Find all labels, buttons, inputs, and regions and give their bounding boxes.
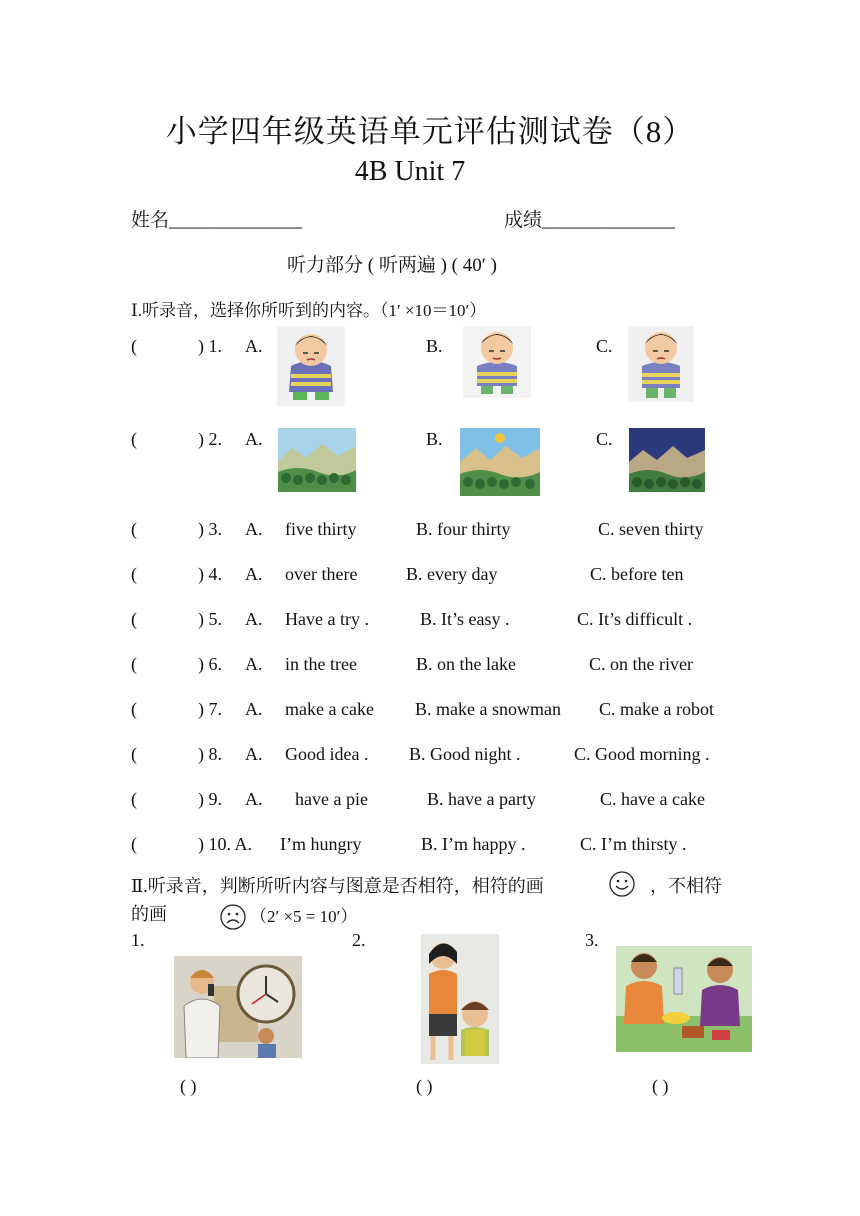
section2-score: （2′ ×5 = 10′） — [250, 907, 358, 926]
man-phone-clock-picture — [174, 956, 302, 1058]
boy-shivering-picture — [277, 326, 345, 406]
answer-bracket[interactable]: ( — [131, 336, 137, 356]
option-c-text: C. It’s difficult . — [577, 609, 693, 629]
item-number: 1. — [131, 930, 145, 950]
option-a-text: in the tree — [285, 654, 357, 674]
answer-blank[interactable]: ( ) — [180, 1076, 197, 1096]
option-b-text: B. I’m happy . — [421, 834, 526, 854]
option-c-label: C. — [596, 429, 613, 449]
option-b-text: B. every day — [406, 564, 498, 584]
option-a-label: A. — [245, 654, 263, 674]
answer-bracket[interactable]: ( — [131, 654, 137, 674]
question-number: ) 5. — [198, 609, 222, 629]
question-number: ) 8. — [198, 744, 222, 764]
option-b-text: B. Good night . — [409, 744, 521, 764]
option-b-label: B. — [426, 429, 443, 449]
answer-bracket[interactable]: ( — [131, 744, 137, 764]
option-b-text: B. on the lake — [416, 654, 516, 674]
question-number: ) 10. A. — [198, 834, 252, 854]
section2-heading-end: ，不相符 — [650, 876, 722, 896]
option-b-text: B. have a party — [427, 789, 536, 809]
answer-bracket[interactable]: ( — [131, 789, 137, 809]
daytime-landscape-picture — [278, 428, 356, 492]
listening-heading: 听力部分 ( 听两遍 ) ( 40′ ) — [287, 255, 497, 276]
question-number: ) 1. — [198, 336, 222, 356]
option-c-text: C. seven thirty — [598, 519, 704, 539]
answer-bracket[interactable]: ( — [131, 609, 137, 629]
score-field-label: 成绩______________ — [504, 210, 676, 231]
answer-bracket[interactable]: ( — [131, 519, 137, 539]
boy-cold-picture — [463, 326, 531, 398]
option-b-text: B. four thirty — [416, 519, 511, 539]
answer-bracket[interactable]: ( — [131, 429, 137, 449]
option-b-label: B. — [426, 336, 443, 356]
question-number: ) 6. — [198, 654, 222, 674]
option-a-text: have a pie — [295, 789, 368, 809]
picnic-boys-picture — [616, 946, 752, 1052]
page-title: 小学四年级英语单元评估测试卷（8） — [165, 114, 695, 149]
page-subtitle: 4B Unit 7 — [354, 156, 466, 187]
section2-heading: Ⅱ.听录音，判断所听内容与图意是否相符，相符的画 — [131, 876, 544, 896]
question-number: ) 9. — [198, 789, 222, 809]
question-number: ) 2. — [198, 429, 222, 449]
item-number: 3. — [585, 930, 599, 950]
option-a-label: A. — [245, 789, 263, 809]
option-a-label: A. — [245, 699, 263, 719]
sunny-landscape-picture — [460, 428, 540, 496]
option-a-label: A. — [245, 519, 263, 539]
answer-bracket[interactable]: ( — [131, 834, 137, 854]
option-a-text: make a cake — [285, 699, 374, 719]
option-c-text: C. Good morning . — [574, 744, 710, 764]
answer-bracket[interactable]: ( — [131, 564, 137, 584]
night-landscape-picture — [629, 428, 705, 492]
option-a-label: A. — [245, 744, 263, 764]
question-number: ) 3. — [198, 519, 222, 539]
question-number: ) 4. — [198, 564, 222, 584]
option-b-text: B. make a snowman — [415, 699, 561, 719]
option-a-label: A. — [245, 609, 263, 629]
option-a-text: over there — [285, 564, 358, 584]
boy-sad-picture — [628, 326, 694, 402]
section2-heading-line2: 的画 — [131, 904, 167, 924]
question-number: ) 7. — [198, 699, 222, 719]
option-a-label: A. — [245, 564, 263, 584]
sad-face-icon — [219, 903, 247, 931]
answer-blank[interactable]: ( ) — [416, 1076, 433, 1096]
option-a-label: A. — [245, 429, 263, 449]
option-c-text: C. I’m thirsty . — [580, 834, 687, 854]
option-b-text: B. It’s easy . — [420, 609, 510, 629]
option-a-text: I’m hungry — [280, 834, 362, 854]
option-a-text: Have a try . — [285, 609, 369, 629]
option-c-text: C. make a robot — [599, 699, 714, 719]
option-a-text: Good idea . — [285, 744, 369, 764]
option-c-label: C. — [596, 336, 613, 356]
section1-heading: Ⅰ.听录音，选择你所听到的内容。（1′ ×10＝10′） — [131, 301, 487, 320]
smiley-face-icon — [608, 870, 636, 898]
item-number: 2. — [352, 930, 366, 950]
mother-sick-boy-picture — [421, 934, 499, 1064]
answer-bracket[interactable]: ( — [131, 699, 137, 719]
option-c-text: C. have a cake — [600, 789, 705, 809]
answer-blank[interactable]: ( ) — [652, 1076, 669, 1096]
option-c-text: C. on the river — [589, 654, 693, 674]
name-field-label: 姓名______________ — [131, 210, 303, 231]
option-a-label: A. — [245, 336, 263, 356]
option-c-text: C. before ten — [590, 564, 684, 584]
option-a-text: five thirty — [285, 519, 357, 539]
